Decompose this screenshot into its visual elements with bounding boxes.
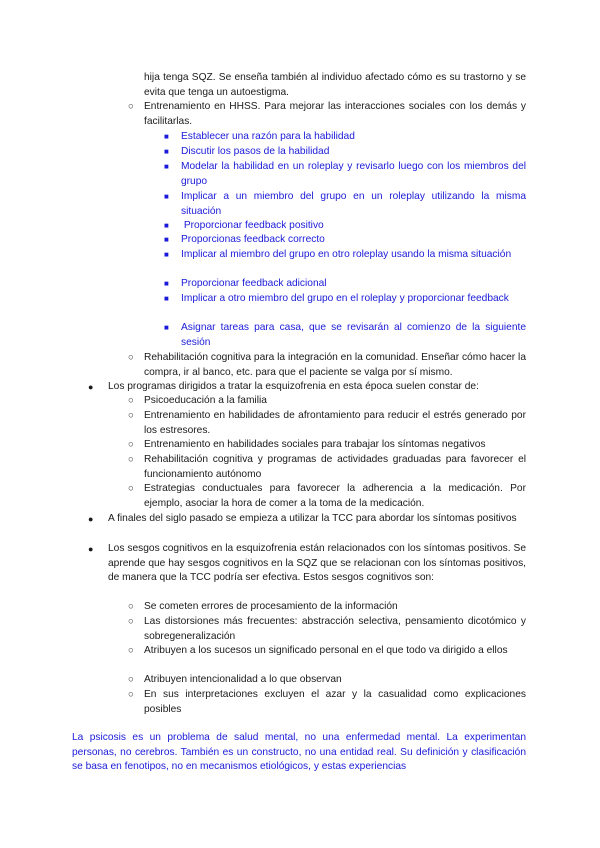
circle-bullet-icon: ○	[128, 483, 134, 494]
circle-bullet-icon: ○	[128, 616, 134, 627]
circle-bullet-icon: ○	[128, 601, 134, 612]
circle-bullet-icon: ○	[128, 410, 134, 421]
bullet-icon: ●	[88, 382, 94, 392]
step-item: ■ Modelar la habilidad en un roleplay y revisarlo luego con los miembros del grupo	[164, 161, 526, 187]
circle-bullet-icon: ○	[128, 674, 134, 685]
square-bullet-icon: ■	[164, 279, 169, 288]
list-item: ○ Entrenamiento en habilidades de afrontamiento para reducir el estrés generado por los estresores.	[128, 410, 526, 436]
circle-bullet-icon: ○	[128, 352, 134, 363]
step-item: ■ Proporcionar feedback adicional	[181, 277, 526, 292]
list-item: ○ En sus interpretaciones excluyen el azar y la casualidad como explicaciones posibles	[128, 689, 526, 715]
step-item: ■ Establecer una razón para la habilidad	[181, 130, 526, 145]
square-bullet-icon: ■	[164, 221, 169, 230]
list-item: ○ Rehabilitación cognitiva y programas de actividades graduadas para favorecer el funcionamiento autónomo	[128, 454, 526, 480]
step-item: ■ Discutir los pasos de la habilidad	[181, 145, 526, 160]
bullet-text: A finales del siglo pasado se empieza a utilizar la TCC para abordar los síntomas positivos	[108, 513, 517, 524]
step-item: ■ Implicar a otro miembro del grupo en el roleplay y proporcionar feedback	[181, 292, 526, 307]
list-item: ○ Se cometen errores de procesamiento de la información	[144, 600, 526, 615]
square-bullet-icon: ■	[164, 250, 169, 259]
bullet-icon: ●	[88, 514, 94, 524]
step-item: ■ Implicar al miembro del grupo en otro roleplay usando la misma situación	[181, 248, 526, 263]
square-bullet-icon: ■	[164, 294, 169, 303]
list-item-hhss	[128, 100, 526, 129]
list-item: ○ Atribuyen a los sucesos un significado personal en el que todo va dirigido a ellos	[144, 644, 526, 659]
list-item-text: Rehabilitación cognitiva para la integración en la comunidad. Enseñar cómo hacer la compra, ir al banco, etc. para que el paciente se valga por sí mismo.	[144, 352, 526, 378]
step-item: ■ Proporcionar feedback positivo	[181, 219, 526, 234]
list-item-text: Entrenamiento en HHSS. Para mejorar las interacciones sociales con los demás y facilitarlas.	[144, 101, 526, 127]
step-item: ■ Implicar a un miembro del grupo en un roleplay utilizando la misma situación	[164, 191, 526, 217]
circle-bullet-icon: ○	[128, 645, 134, 656]
list-item: ○ Las distorsiones más frecuentes: abstracción selectiva, pensamiento dicotómico y sobregeneralización	[128, 616, 526, 642]
list-item: ○ Estrategias conductuales para favorecer la adherencia a la medicación. Por ejemplo, asociar la hora de comer a la toma de la medicación.	[128, 483, 526, 509]
intro-continuation: hija tenga SQZ. Se enseña también al individuo afectado cómo es su trastorno y se evita que tenga un autoestigma.	[144, 72, 526, 98]
bullet-icon: ●	[88, 544, 94, 554]
circle-bullet-icon: ○	[128, 439, 134, 450]
step-item: ■ Proporcionas feedback correcto	[181, 233, 526, 248]
list-item: ○ Atribuyen intencionalidad a lo que observan	[144, 673, 526, 688]
square-bullet-icon: ■	[164, 323, 169, 332]
list-item: ○ Psicoeducación a la familia	[144, 394, 526, 409]
circle-bullet-icon: ○	[128, 689, 134, 700]
closing-paragraph: La psicosis es un problema de salud mental, no una enfermedad mental. La experimentan personas, no cerebros. También es un constructo, no una entidad real. Su definición y clasificación se basa en fenotipos, no en mecanismos etiológicos, y estas experiencias	[72, 732, 526, 773]
square-bullet-icon: ■	[164, 147, 169, 156]
list-item-rehab	[128, 351, 526, 380]
square-bullet-icon: ■	[164, 192, 169, 201]
circle-bullet-icon: ○	[128, 101, 134, 112]
bullet-text: Los sesgos cognitivos en la esquizofrenia están relacionados con los síntomas positivos. Se aprende que hay sesgos cognitivos en la SQZ que se relacionan con los síntomas positivos, de manera que la TCC podría ser efectiva. Estos sesgos cognitivos son:	[108, 543, 526, 584]
square-bullet-icon: ■	[164, 235, 169, 244]
square-bullet-icon: ■	[164, 162, 169, 171]
circle-bullet-icon: ○	[128, 395, 134, 406]
square-bullet-icon: ■	[164, 132, 169, 141]
step-item: ■ Asignar tareas para casa, que se revisarán al comienzo de la siguiente sesión	[164, 322, 526, 348]
circle-bullet-icon: ○	[128, 454, 134, 465]
bullet-text: Los programas dirigidos a tratar la esquizofrenia en esta época suelen constar de:	[108, 381, 479, 392]
bullet-tcc	[88, 512, 526, 527]
list-item: ○ Entrenamiento en habilidades sociales para trabajar los síntomas negativos	[144, 438, 526, 453]
bullet-programs	[88, 380, 526, 395]
bullet-biases	[88, 542, 526, 586]
